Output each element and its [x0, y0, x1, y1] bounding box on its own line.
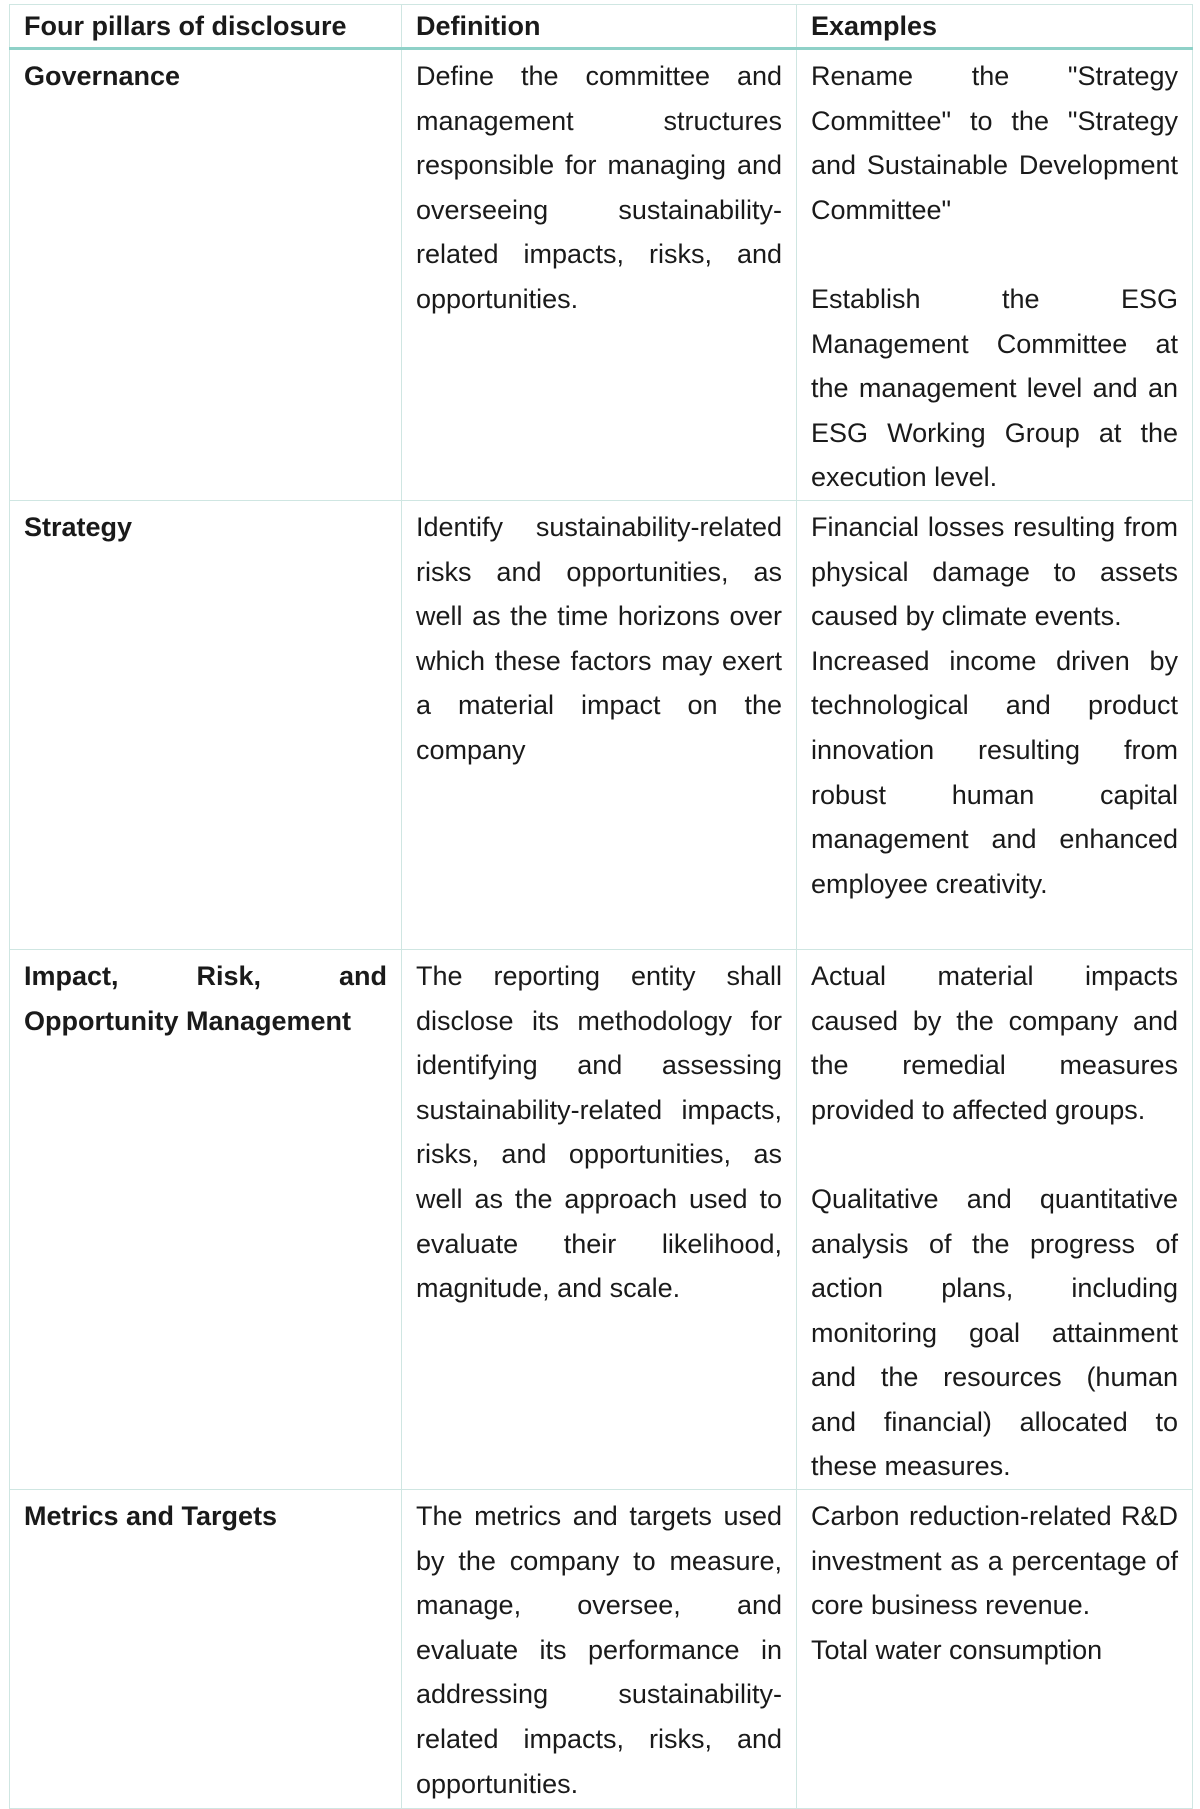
disclosure-table-container: [9, 4, 1192, 1809]
table-row: [10, 49, 1193, 501]
table-row: [10, 949, 1193, 1489]
definition-text: Define the committee and management structures responsible for managing and overseeing sustainability-related impacts, risks, and opportunities.: [416, 61, 782, 314]
example-text: Total water consumption: [811, 1634, 1103, 1665]
examples-cell: [797, 49, 1193, 501]
header-examples: Examples: [797, 5, 1193, 49]
pillar-cell: Strategy: [10, 500, 402, 949]
definition-text: The reporting entity shall disclose its methodology for identifying and assessing sustainability-related impacts, risks, and opportunities, as well as the approach used to evaluate their likelihood, magnitude, and scale.: [416, 960, 782, 1304]
definition-cell: [402, 1490, 797, 1809]
disclosure-pillars-table: [9, 4, 1193, 1809]
definition-cell: [402, 49, 797, 501]
header-definition: Definition: [402, 5, 797, 49]
example-text: Financial losses resulting from physical damage to assets caused by climate events.: [811, 511, 1178, 632]
examples-cell: [797, 500, 1193, 949]
header-pillars: Four pillars of disclosure: [10, 5, 402, 49]
definition-cell: [402, 949, 797, 1489]
example-text: Qualitative and quantitative analysis of the progress of action plans, including monitoring goal attainment and the resources (human and financial) allocated to these measures.: [811, 1183, 1178, 1482]
definition-text: The metrics and targets used by the company to measure, manage, oversee, and evaluate its performance in addressing sustainability-related impacts, risks, and opportunities.: [416, 1501, 782, 1799]
pillar-cell: Governance: [10, 49, 402, 501]
example-text: Increased income driven by technological and product innovation resulting from robust human capital management and enhanced employee creativity.: [811, 645, 1178, 899]
definition-text: Identify sustainability-related risks and opportunities, as well as the time horizons over which these factors may exert a material impact on the company: [416, 511, 782, 765]
example-text: Rename the "Strategy Committee" to the "Strategy and Sustainable Development Committee": [811, 61, 1178, 225]
example-text: Establish the ESG Management Committee at the management level and an ESG Working Group at the execution level.: [811, 283, 1178, 493]
table-row: [10, 500, 1193, 949]
examples-cell: [797, 1490, 1193, 1809]
table-header-row: [10, 5, 1193, 49]
definition-cell: [402, 500, 797, 949]
table-row: [10, 1490, 1193, 1809]
examples-cell: [797, 949, 1193, 1489]
pillar-cell: Impact, Risk, and Opportunity Management: [10, 949, 402, 1489]
pillar-cell: Metrics and Targets: [10, 1490, 402, 1809]
example-text: Carbon reduction-related R&D investment as a percentage of core business revenue.: [811, 1501, 1178, 1621]
example-text: Actual material impacts caused by the company and the remedial measures provided to affected groups.: [811, 960, 1178, 1125]
